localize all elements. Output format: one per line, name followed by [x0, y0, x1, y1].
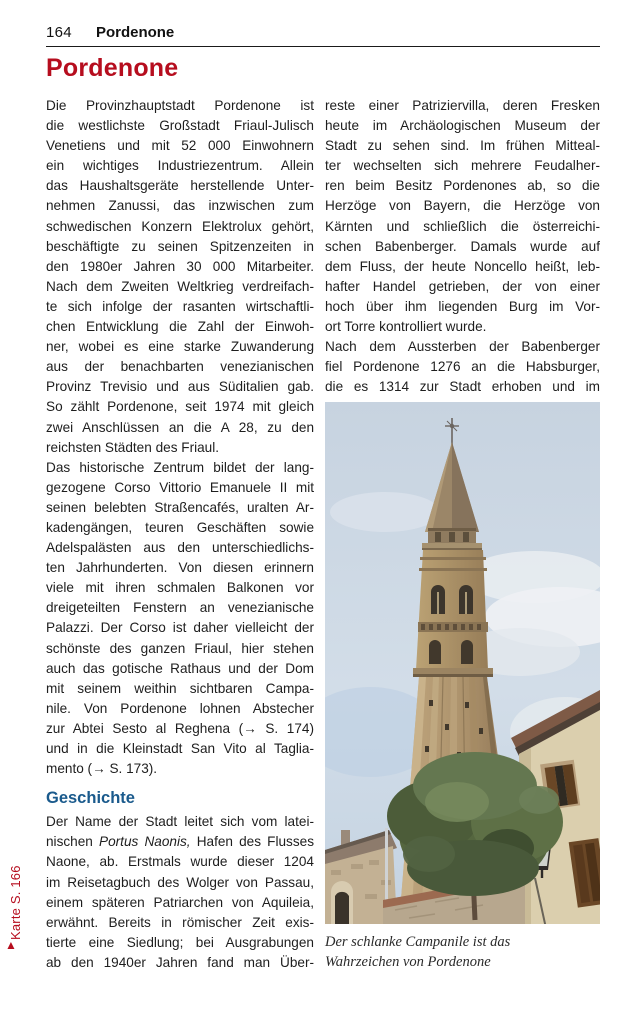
paragraph-geschichte: Der Name der Stadt leitet sich vom latei- nischen Portus Naonis, Hafen des Flusses Naone, ab. Erstmals wurde dieser 1204 im Reisetagbuch des Wolger von Passau, einem späteren Patriarchen von Aquileia, erwähnt. Bereits in römischer Zeit exis- tierte eine Siedlung; bei Ausgrabungen ab den 1940er Jahren fand man Über- [46, 814, 314, 970]
paragraph-intro: Die Provinzhauptstadt Pordenone ist die westlichste Großstadt Friaul-Julisch Venetiens und mit 52 000 Einwohnern ein wichtiges Industriezentrum. Allein das Haushaltsgeräte herstellende Unter- nehmen Zanussi, das inzwischen zum schwedischen Konzern Elektrolux gehört, beschäftigte zu seinen Spitzenzeiten in den 1980er Jahren 30 000 Mitarbeiter. Nach dem Zweiten Weltkrieg verdreifach- te sich infolge der rasanten wirtschaftli- chen Entwicklung die Zahl der Einwoh- ner, wobei es eine starke Zuwanderung aus der benachbarten venezianischen Provinz Trevisio und aus Süditalien gab. So zählt Pordenone, seit 1974 mit gleich zwei Anschlüssen an die A 28, zu den reichsten Städten des Friaul. [46, 98, 314, 455]
page-title: Pordenone [46, 54, 179, 82]
photo-caption-line2: Wahrzeichen von Pordenone [325, 953, 491, 970]
photo-caption-line1: Der schlanke Campanile ist das [325, 934, 511, 951]
campanile-photo [325, 402, 600, 924]
right-column [325, 96, 600, 972]
margin-note-karte: Karte S. 166 [8, 865, 23, 940]
photo-caption [325, 933, 600, 972]
left-column [46, 96, 314, 973]
campanile-photo-illustration [325, 402, 600, 924]
paragraph-zentrum: Das historische Zentrum bildet der lang- gezogene Corso Vittorio Emanuele II mit seinen belebten Straßencafés, uralten Ar- kadengängen, teuren Geschäften sowie Adelspalästen aus den unterschiedlichs- ten Jahrhunderten. Von diesen erinnern viele mit ihren schmalen Balkonen vor dreigeteilten Fenstern an venezianische Palazzi. Der Corso ist daher vielleicht der schönste des ganzen Friaul, hier stehen auch das gotische Rathaus und der Dom mit seinem weithin sichtbaren Campa- nile. Von Pordenone lohnen Abstecher zur Abtei Sesto al Reghena (→ S. 174) und in die Kleinstadt San Vito al Taglia- mento (→ S. 173). [46, 459, 314, 777]
paragraph-continuation: reste einer Patriziervilla, deren Fresken heute im Archäologischen Museum der Stadt zu sehen sind. Im frühen Mitteal- ter wechselten sich mehrere Feudalher- ren beim Besitz Pordenones ab, so die Herzöge von Bayern, die Herzöge von Kärnten und schließlich die österreichi- schen Babenberger. Damals wurde auf dem Fluss, der heute Noncello heißt, leb- hafter Handel getrieben, der von einer hoch über ihm liegenden Burg im Vor- ort Torre kontrolliert wurde. [325, 98, 600, 335]
page-number: 164 [46, 24, 72, 41]
up-triangle-icon: ▲ [5, 938, 17, 952]
section-heading-geschichte: Geschichte [46, 789, 135, 808]
paragraph-babenberger: Nach dem Aussterben der Babenberger fiel Pordenone 1276 an die Habsburger, die es 1314 zur Stadt erhoben und im [325, 339, 600, 395]
running-header [46, 24, 600, 47]
running-head-title: Pordenone [95, 24, 175, 41]
